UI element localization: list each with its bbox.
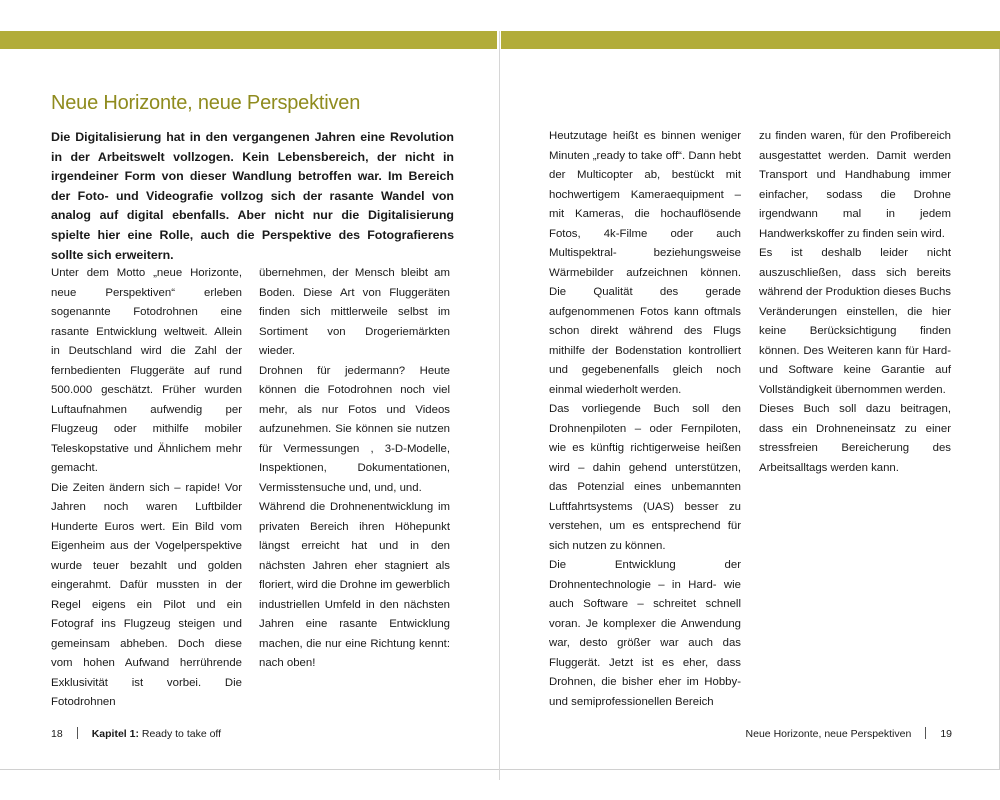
chapter-label: Kapitel 1: (91, 728, 139, 740)
paragraph: zu finden waren, für den Profibereich ausgestattet werden. Damit werden Transport und Handhabung immer einfacher, sodass die Drohne irgendwann mal in jedem Handwerkskoffer zu finden sein wird. (759, 130, 951, 240)
footer-right (746, 727, 952, 741)
text-column-1 (51, 264, 242, 713)
text-column-2 (259, 264, 450, 674)
paragraph: Heutzutage heißt es binnen weniger Minuten „ready to take off“. Dann hebt der Multicopter ab, bestückt mit hochwertigem Kameraequipment – mit Kameras, die hochauflösende Fotos, 4k-Filme oder auch Multispektral- beziehungsweise Wärmebilder aufzeichnen können. Die Qualität des gerade aufgenommenen Fotos kann oftmals schon direkt während des Flugs mithilfe der Bodenstation kontrolliert und gegebenenfalls gleich noch einmal wiederholt werden. (549, 130, 741, 396)
footer-left (51, 727, 221, 741)
section-title: Neue Horizonte, neue Perspektiven (51, 92, 361, 114)
chapter-title: Ready to take off (141, 728, 222, 740)
paragraph: Unter dem Motto „neue Horizonte, neue Perspektiven“ erleben sogenannte Fotodrohnen eine rasante Entwicklung weltweit. Allein in Deutschland wird die Zahl der fernbedienten Fluggeräte auf rund 500.000 geschätzt. Früher wurden Luftaufnahmen aufwendig per Flugzeug oder mithilfe mobiler Teleskopstative und Ähnlichem mehr gemacht. (51, 267, 242, 474)
book-gutter (499, 31, 500, 780)
paragraph: Die Zeiten ändern sich – rapide! Vor Jahren noch waren Luftbilder Hunderte Euros wert. Ein Bild vom Eigenheim aus der Vogelperspektive wurde teuer bezahlt und golden eingerahmt. Dafür mussten in der Regel eigens ein Pilot und ein Fotograf ins Flugzeug steigen und gemeinsam abheben. Doch diese vom hohen Aufwand herrührende Exklusivität ist vorbei. Die Fotodrohnen (51, 481, 242, 708)
text-column-3 (549, 127, 741, 712)
header-bar-left (0, 31, 497, 49)
paragraph: Drohnen für jedermann? Heute können die Fotodrohnen noch viel mehr, als nur Fotos und Videos aufzunehmen. Sie können sie nutzen für Vermessungen , 3-D-Modelle, Inspektionen, Dokumentationen, Vermisstensuche und, und, und. (259, 364, 450, 494)
header-bar-right (501, 31, 1000, 49)
page-number-left: 18 (51, 728, 63, 740)
page-number-right: 19 (940, 728, 952, 740)
paragraph: Die Entwicklung der Drohnentechnologie – in Hard- wie auch Software – schreitet schnell voran. Je komplexer die Anwendung war, desto größer war auch das Fluggerät. Jetzt ist es eher, dass Drohnen, die bisher eher im Hobby- und semiprofessionellen Bereich (549, 559, 741, 708)
paragraph: übernehmen, der Mensch bleibt am Boden. Diese Art von Fluggeräten finden sich mittlerweile selbst im Sortiment von Drogeriemärkten wieder. (259, 267, 450, 357)
text-column-4 (759, 127, 951, 478)
paragraph: Dieses Buch soll dazu beitragen, dass ein Drohneneinsatz zu einer stressfreien Bereicherung des Arbeitsalltags werden kann. (759, 403, 951, 474)
footer-divider (77, 727, 78, 739)
running-title: Neue Horizonte, neue Perspektiven (745, 728, 912, 740)
paragraph: Es ist deshalb leider nicht auszuschließen, dass sich bereits während der Produktion dieses Buchs Veränderungen einstellen, die hier keine Berücksichtigung finden können. Des Weiteren kann für Hard- und Software keine Garantie auf Vollständigkeit übernommen werden. (759, 247, 951, 396)
paragraph: Während die Drohnenentwicklung im privaten Bereich ihren Höhepunkt längst erreicht hat und in den nächsten Jahren eher stagniert als floriert, wird die Drohne im gewerblich industriellen Umfeld in den nächsten Jahren eine rasante Entwicklung machen, die nur eine Richtung kennt: nach oben! (259, 501, 450, 669)
paragraph: Das vorliegende Buch soll den Drohnenpiloten – oder Fernpiloten, wie es künftig richtigerweise heißen wird – dahin gehend unterstützen, das Potenzial eines unbemannten Luftfahrtsystems (UAS) besser zu verstehen, um es entsprechend für sich nutzen zu können. (549, 403, 741, 552)
footer-divider (925, 727, 926, 739)
lead-paragraph: Die Digitalisierung hat in den vergangenen Jahren eine Revolution in der Arbeitswelt vollzogen. Kein Lebensbereich, der nicht in irgendeiner Form von dieser Wandlung betroffen war. Im Bereich der Foto- und Videografie vollzog sich der rasante Wandel von analog auf digital ebenfalls. Aber nicht nur die Digitalisierung spielte hier eine Rolle, auch die Perspektive des Fotografierens sollte sich erweitern. (51, 130, 454, 262)
